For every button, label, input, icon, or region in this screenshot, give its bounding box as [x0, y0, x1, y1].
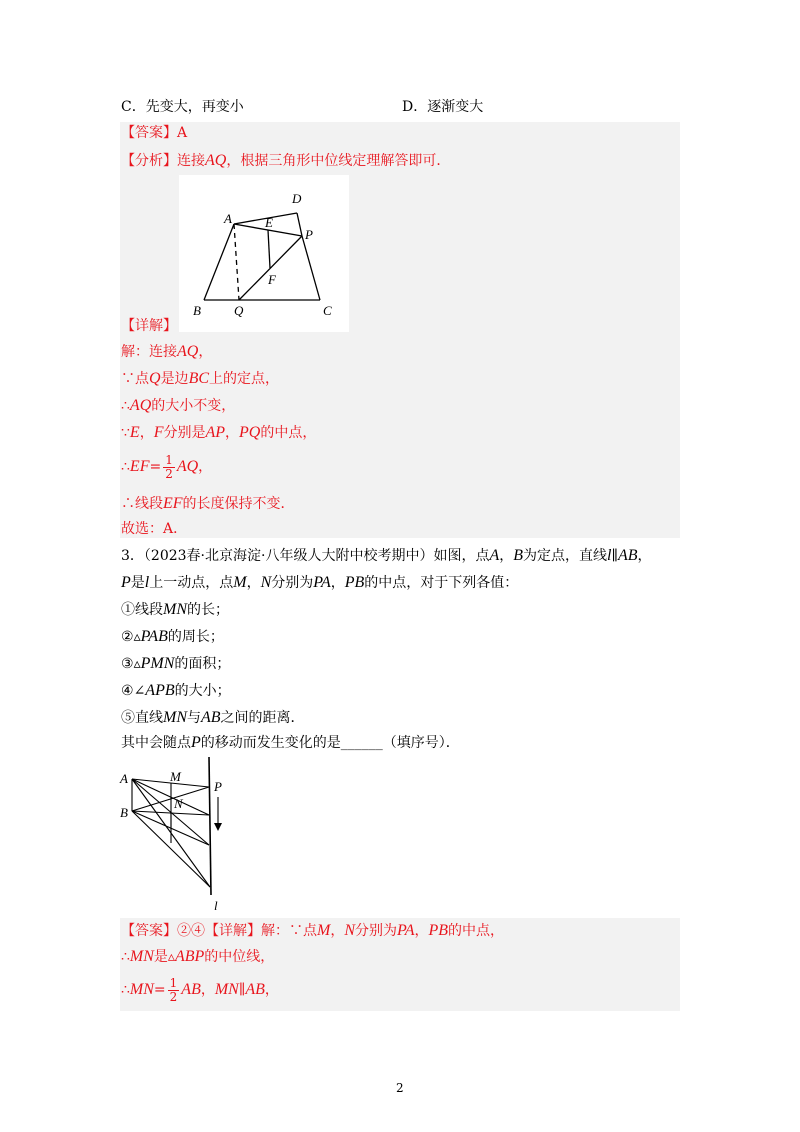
page-number: 2 — [396, 1081, 404, 1095]
q3-figure — [117, 757, 227, 915]
q3-question: 其中会随点P的移动而发生变化的是______（填序号）． — [121, 734, 460, 751]
q2-analysis-text: 连接 — [177, 153, 205, 169]
answer-blank[interactable]: ______ — [340, 735, 383, 751]
q2-label-d: D — [292, 191, 302, 206]
q2-step-5: ∴EF= $\frac{1}{2}$ AQ， — [121, 452, 213, 481]
q3-item-4: ④∠APB的大小； — [121, 682, 231, 699]
q2-step-3: ∴AQ的大小不变， — [121, 397, 236, 414]
q2-label-e: E — [265, 215, 273, 230]
q3-detail-2: ∴MN是▵ABP的中位线， — [121, 948, 275, 965]
q2-label-q: Q — [234, 303, 244, 318]
q3-label-p: P — [214, 779, 222, 794]
q2-label-p: P — [305, 227, 313, 242]
q2-analysis-text-2: ，根据三角形中位线定理解答即可． — [226, 153, 451, 169]
q3-label-a: A — [120, 771, 128, 786]
q3-label-b: B — [120, 805, 128, 820]
q3-item-2: ②▵PAB的周长； — [121, 628, 224, 645]
option-d: D．逐渐变大 — [402, 99, 484, 115]
q2-answer — [121, 123, 187, 143]
q3-label-m: M — [170, 769, 181, 784]
q2-step-6: ∴线段EF的长度保持不变． — [121, 495, 295, 512]
q2-step-1: 解：连接AQ， — [121, 343, 213, 360]
q3-item-3: ③▵PMN的面积； — [121, 655, 231, 672]
q2-detail-tag: 【详解】 — [121, 318, 177, 334]
q2-label-a: A — [224, 211, 232, 226]
option-c: C．先变大，再变小 — [121, 99, 244, 115]
q2-step-4: ∵E，F分别是AP，PQ的中点， — [121, 424, 317, 441]
q3-detail-3: ∴MN= $\frac{1}{2}$ AB，MN∥AB， — [121, 975, 279, 1004]
q2-answer-tag: 【答案】 — [121, 125, 177, 141]
q2-answer-value: A — [177, 125, 188, 141]
q2-step-2: ∵点Q是边BC上的定点， — [121, 370, 280, 387]
q3-stem-line-2: P是l上一动点，点M，N分别为PA，PB的中点，对于下列各值： — [121, 574, 519, 591]
q3-fraction: $\frac{1}{2}$ — [169, 975, 178, 1004]
q2-fraction: $\frac{1}{2}$ — [165, 452, 173, 481]
q2-analysis-tag: 【分析】 — [121, 153, 177, 169]
q2-label-c: C — [323, 303, 332, 318]
q3-item-1: ①线段MN的长； — [121, 601, 229, 618]
q3-line-l — [209, 757, 211, 895]
q2-label-f: F — [268, 272, 276, 287]
q2-label-b: B — [193, 303, 201, 318]
q3-item-5: ⑤直线MN与AB之间的距离． — [121, 709, 305, 726]
q3-answer-line: 【答案】②④【详解】解：∵点M，N分别为PA，PB的中点， — [121, 922, 505, 939]
q3-label-n: N — [174, 796, 183, 811]
q2-step-7: 故选：A． — [121, 521, 188, 537]
q2-analysis-var: AQ — [205, 152, 227, 169]
q2-figure — [179, 175, 349, 332]
q2-analysis — [121, 151, 450, 171]
q3-label-l: l — [214, 898, 218, 913]
q3-arrow-down-icon — [214, 823, 222, 831]
q3-stem-line-1: 3．（2023春·北京海淀·八年级人大附中校考期中）如图，点A，B为定点，直线l∥AB， — [121, 547, 652, 564]
